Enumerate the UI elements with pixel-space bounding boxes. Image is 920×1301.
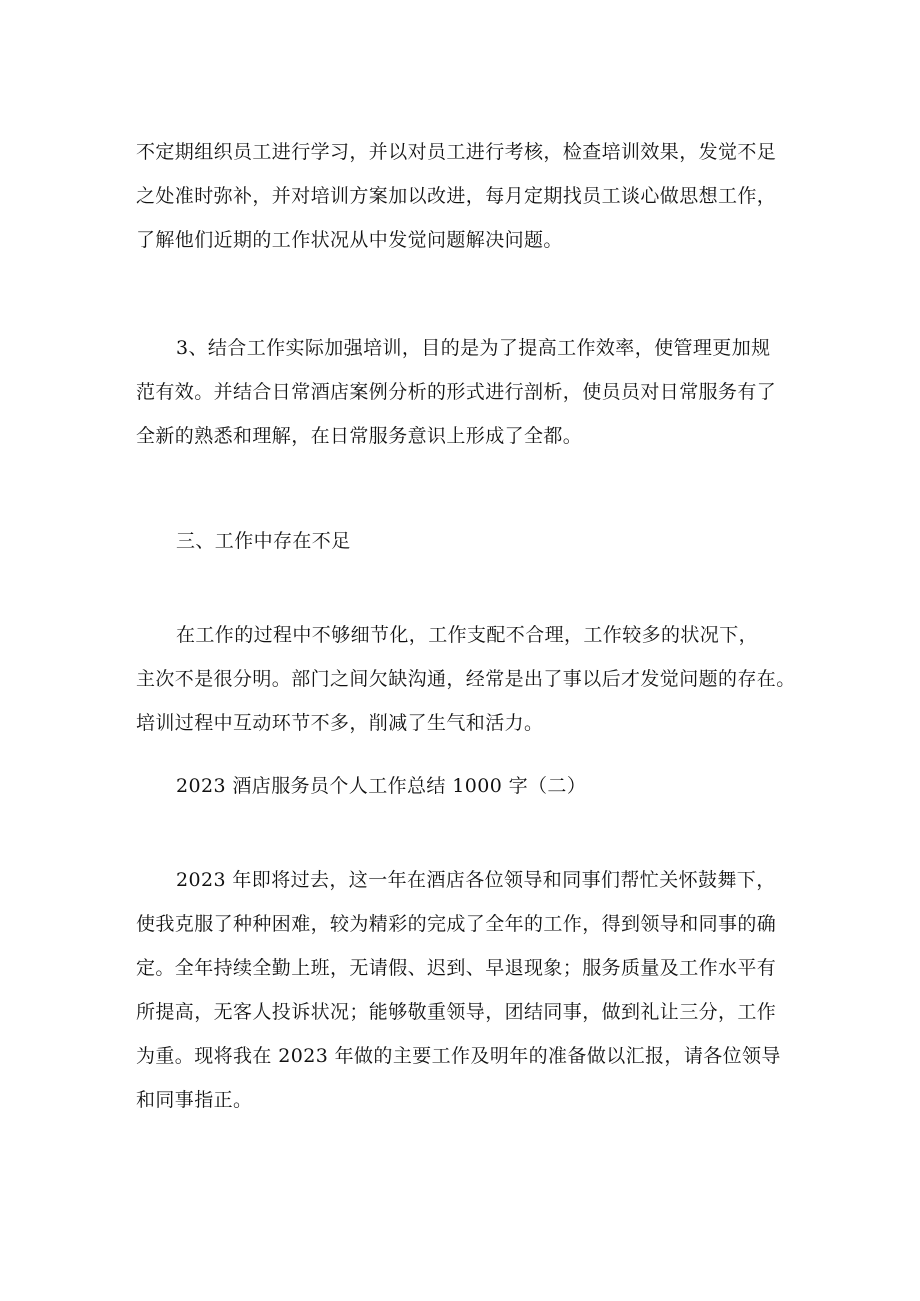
paragraph-line: 培训过程中互动环节不多，削减了生气和活力。	[136, 712, 544, 734]
paragraph-line: 范有效。并结合日常酒店案例分析的形式进行剖析，使员员对日常服务有了	[136, 381, 777, 403]
paragraph-training-followup	[136, 130, 801, 262]
paragraph-line: 在工作的过程中不够细节化，工作支配不合理，工作较多的状况下，	[176, 624, 759, 646]
paragraph-line: 和同事指正。	[136, 1089, 253, 1111]
paragraph-line: 不定期组织员工进行学习，并以对员工进行考核，检查培训效果，发觉不足	[136, 141, 777, 163]
paragraph-point-3	[136, 326, 801, 458]
paragraph-year-summary	[136, 858, 801, 1122]
paragraph-line: 使我克服了种种困难，较为精彩的完成了全年的工作，得到领导和同事的确	[136, 913, 777, 935]
paragraph-line: 主次不是很分明。部门之间欠缺沟通，经常是出了事以后才发觉问题的存在。	[136, 668, 796, 690]
section-heading-shortcomings	[136, 519, 801, 563]
paragraph-line: 3、结合工作实际加强培训，目的是为了提高工作效率，使管理更加规	[176, 337, 771, 359]
paragraph-line: 为重。现将我在 2023 年做的主要工作及明年的准备做以汇报，请各位领导	[136, 1045, 781, 1067]
paragraph-line: 全新的熟悉和理解，在日常服务意识上形成了全都。	[136, 425, 583, 447]
paragraph-line: 了解他们近期的工作状况从中发觉问题解决问题。	[136, 229, 563, 251]
paragraph-line: 所提高，无客人投诉状况；能够敬重领导，团结同事，做到礼让三分，工作	[136, 1001, 777, 1023]
paragraph-line: 定。全年持续全勤上班，无请假、迟到、早退现象；服务质量及工作水平有	[136, 957, 777, 979]
article-title-text: 2023 酒店服务员个人工作总结 1000 字（二）	[176, 775, 587, 797]
paragraph-line: 之处准时弥补，并对培训方案加以改进，每月定期找员工谈心做思想工作，	[136, 185, 777, 207]
section-heading: 三、工作中存在不足	[176, 530, 351, 552]
article-title	[136, 764, 801, 808]
paragraph-line: 2023 年即将过去，这一年在酒店各位领导和同事们帮忙关怀鼓舞下，	[176, 869, 776, 891]
paragraph-shortcomings	[136, 613, 801, 745]
